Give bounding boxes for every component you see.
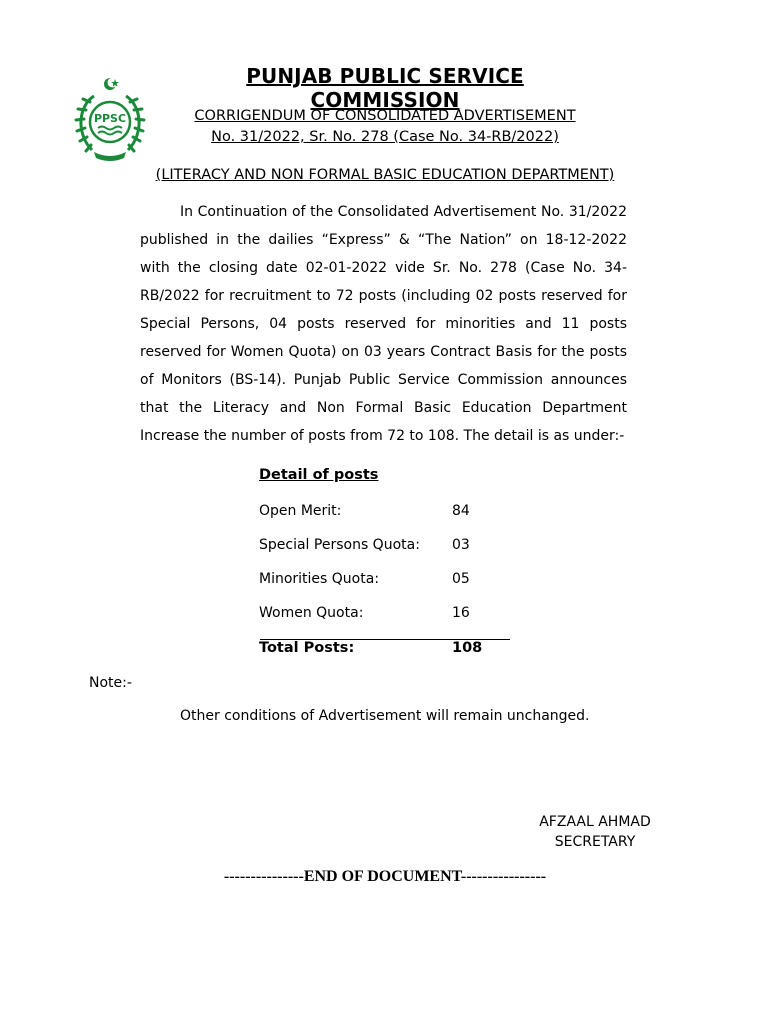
subtitle-line-2: No. 31/2022, Sr. No. 278 (Case No. 34-RB/2022) bbox=[211, 129, 559, 145]
detail-row bbox=[259, 537, 519, 559]
detail-label: Open Merit: bbox=[259, 503, 342, 519]
total-row bbox=[259, 640, 519, 662]
svg-text:PPSC: PPSC bbox=[93, 112, 127, 125]
detail-value: 05 bbox=[452, 571, 470, 587]
detail-label: Special Persons Quota: bbox=[259, 537, 420, 553]
subtitle-line-1: CORRIGENDUM OF CONSOLIDATED ADVERTISEMENT bbox=[194, 108, 576, 124]
signature-block bbox=[520, 812, 670, 852]
note-label: Note:- bbox=[89, 675, 132, 691]
note-text: Other conditions of Advertisement will remain unchanged. bbox=[180, 708, 590, 724]
detail-value: 03 bbox=[452, 537, 470, 553]
end-of-document: ---------------END OF DOCUMENT---------------- bbox=[223, 868, 547, 885]
signer-name: AFZAAL AHMAD bbox=[539, 814, 651, 830]
total-value: 108 bbox=[452, 640, 483, 656]
detail-heading: Detail of posts bbox=[259, 467, 379, 483]
ppsc-logo-icon bbox=[72, 76, 148, 162]
org-title: PUNJAB PUBLIC SERVICE COMMISSION bbox=[246, 64, 524, 112]
body-paragraph-text: In Continuation of the Consolidated Advertisement No. 31/2022 published in the dailies “Express” & “The Nation” on 18-12-2022 with the closing date 02-01-2022 vide Sr. No. 278 (Case No. 34-RB/2022 for recruitment to 72 posts (including 02 posts reserved for Special Persons, 04 posts reserved for minorities and 11 posts reserved for Women Quota) on 03 years Contract Basis for the posts of Monitors (BS-14). Punjab Public Service Commission announces that the Literacy and Non Formal Basic Education Department Increase the number of posts from 72 to 108. The detail is as under:- bbox=[140, 204, 627, 444]
detail-label: Minorities Quota: bbox=[259, 571, 380, 587]
detail-row bbox=[259, 571, 519, 593]
detail-row bbox=[259, 605, 519, 627]
total-label: Total Posts: bbox=[259, 640, 355, 656]
corrigendum-subtitle bbox=[170, 106, 600, 148]
detail-label: Women Quota: bbox=[259, 605, 364, 621]
signer-title: SECRETARY bbox=[554, 834, 636, 850]
detail-value: 16 bbox=[452, 605, 470, 621]
detail-value: 84 bbox=[452, 503, 470, 519]
detail-row bbox=[259, 503, 519, 525]
body-paragraph bbox=[140, 198, 627, 450]
department-heading: (LITERACY AND NON FORMAL BASIC EDUCATION DEPARTMENT) bbox=[155, 167, 615, 183]
